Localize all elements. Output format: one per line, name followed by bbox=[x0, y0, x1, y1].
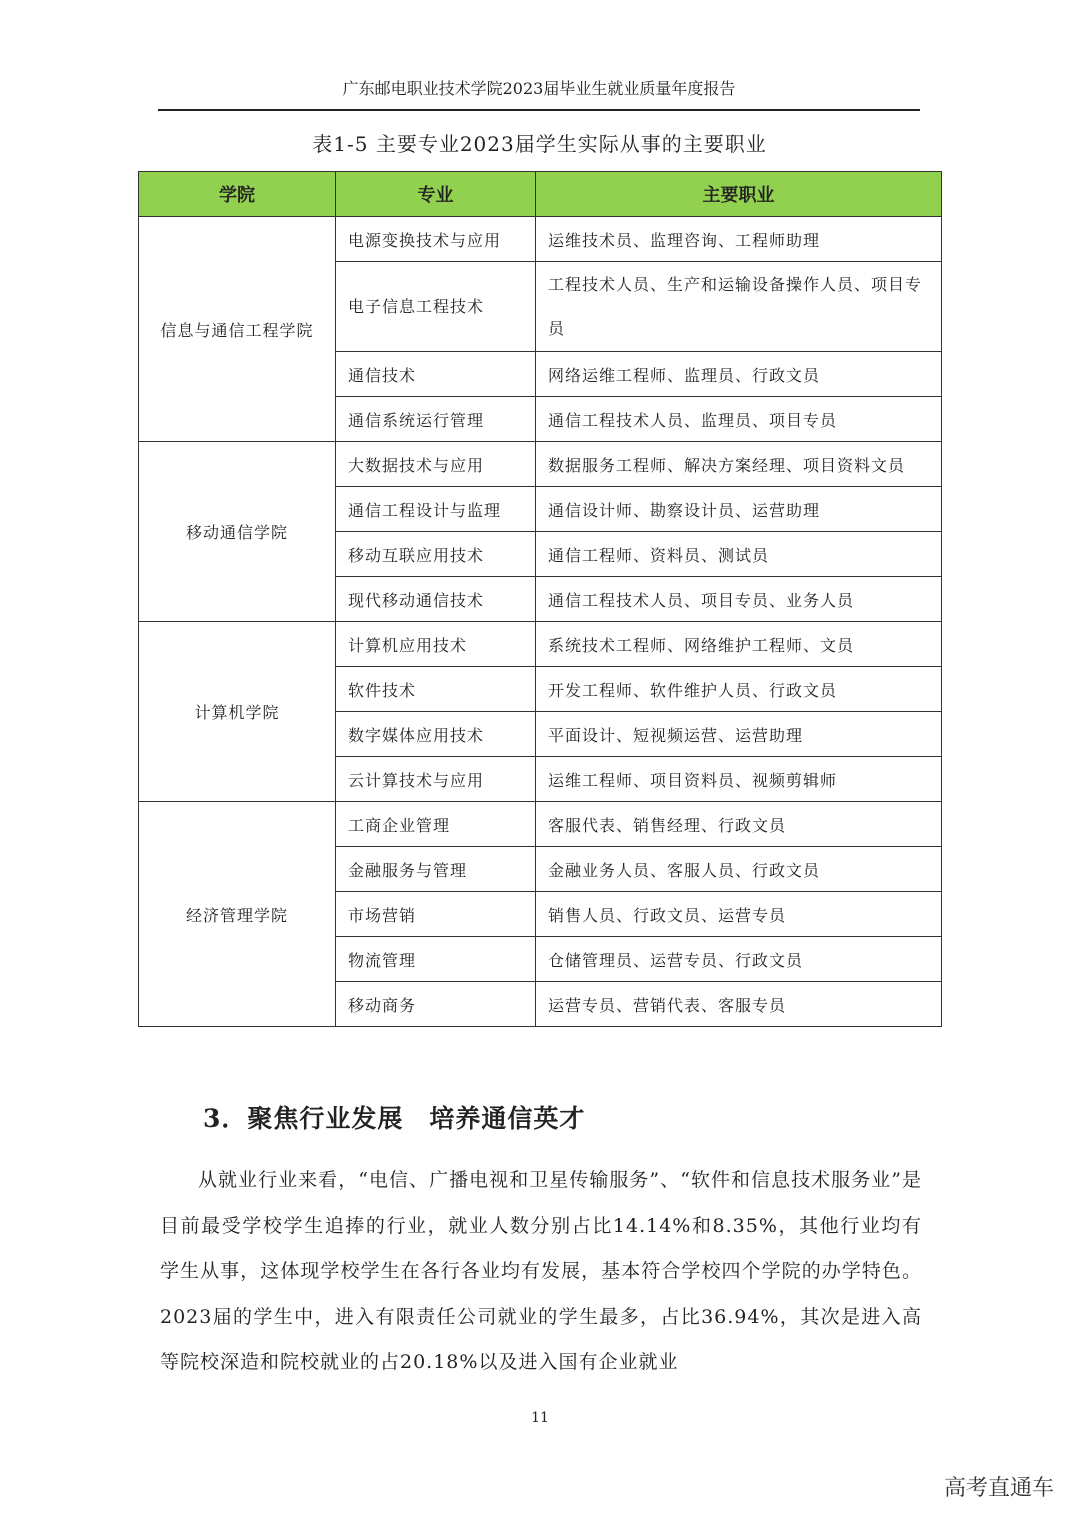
major-cell: 大数据技术与应用 bbox=[336, 442, 536, 487]
jobs-cell: 通信设计师、勘察设计员、运营助理 bbox=[536, 487, 942, 532]
jobs-cell: 系统技术工程师、网络维护工程师、文员 bbox=[536, 622, 942, 667]
running-header: 广东邮电职业技术学院2023届毕业生就业质量年度报告 bbox=[342, 79, 736, 98]
section-heading: 3．聚焦行业发展 培养通信英才 bbox=[203, 1104, 586, 1133]
major-cell: 通信技术 bbox=[336, 352, 536, 397]
jobs-cell: 通信工程技术人员、项目专员、业务人员 bbox=[536, 577, 942, 622]
jobs-cell: 工程技术人员、生产和运输设备操作人员、项目专员 bbox=[536, 262, 942, 352]
body-paragraph: 从就业行业来看，“电信、广播电视和卫星传输服务”、“软件和信息技术服务业”是目前最受学校学生追捧的行业，就业人数分别占比14.14%和8.35%，其他行业均有学生从事，这体现学校学生在各行各业均有发展，基本符合学校四个学院的办学特色。2023届的学生中，进入有限责任公司就业的学生最多，占比36.94%，其次是进入高等院校深造和院校就业的占20.18%以及进入国有企业就业 bbox=[160, 1169, 922, 1374]
major-cell: 现代移动通信技术 bbox=[336, 577, 536, 622]
college-cell: 信息与通信工程学院 bbox=[139, 217, 336, 442]
college-cell: 计算机学院 bbox=[139, 622, 336, 802]
column-header-major: 专业 bbox=[336, 172, 536, 217]
table-row bbox=[139, 442, 942, 487]
major-cell: 数字媒体应用技术 bbox=[336, 712, 536, 757]
column-header-jobs: 主要职业 bbox=[536, 172, 942, 217]
jobs-cell: 仓储管理员、运营专员、行政文员 bbox=[536, 937, 942, 982]
jobs-cell: 通信工程技术人员、监理员、项目专员 bbox=[536, 397, 942, 442]
jobs-cell: 通信工程师、资料员、测试员 bbox=[536, 532, 942, 577]
jobs-cell: 金融业务人员、客服人员、行政文员 bbox=[536, 847, 942, 892]
jobs-cell: 开发工程师、软件维护人员、行政文员 bbox=[536, 667, 942, 712]
watermark: 高考直通车 bbox=[943, 1476, 1054, 1501]
jobs-cell: 运维工程师、项目资料员、视频剪辑师 bbox=[536, 757, 942, 802]
jobs-cell: 销售人员、行政文员、运营专员 bbox=[536, 892, 942, 937]
college-cell: 经济管理学院 bbox=[139, 802, 336, 1027]
major-cell: 电子信息工程技术 bbox=[336, 262, 536, 352]
table-caption: 表1-5 主要专业2023届学生实际从事的主要职业 bbox=[312, 132, 767, 156]
column-header-college: 学院 bbox=[139, 172, 336, 217]
jobs-cell: 平面设计、短视频运营、运营助理 bbox=[536, 712, 942, 757]
jobs-cell: 运维技术员、监理咨询、工程师助理 bbox=[536, 217, 942, 262]
jobs-cell: 数据服务工程师、解决方案经理、项目资料文员 bbox=[536, 442, 942, 487]
jobs-cell: 客服代表、销售经理、行政文员 bbox=[536, 802, 942, 847]
table-row bbox=[139, 802, 942, 847]
table-header-row bbox=[139, 172, 942, 217]
major-cell: 市场营销 bbox=[336, 892, 536, 937]
major-cell: 通信工程设计与监理 bbox=[336, 487, 536, 532]
major-cell: 计算机应用技术 bbox=[336, 622, 536, 667]
major-cell: 金融服务与管理 bbox=[336, 847, 536, 892]
jobs-table bbox=[138, 171, 942, 1027]
major-cell: 通信系统运行管理 bbox=[336, 397, 536, 442]
major-cell: 移动商务 bbox=[336, 982, 536, 1027]
major-cell: 工商企业管理 bbox=[336, 802, 536, 847]
major-cell: 物流管理 bbox=[336, 937, 536, 982]
header-rule bbox=[158, 109, 920, 111]
table-row bbox=[139, 622, 942, 667]
table-row bbox=[139, 217, 942, 262]
jobs-cell: 运营专员、营销代表、客服专员 bbox=[536, 982, 942, 1027]
major-cell: 软件技术 bbox=[336, 667, 536, 712]
jobs-cell: 网络运维工程师、监理员、行政文员 bbox=[536, 352, 942, 397]
major-cell: 云计算技术与应用 bbox=[336, 757, 536, 802]
major-cell: 移动互联应用技术 bbox=[336, 532, 536, 577]
page-number: 11 bbox=[531, 1410, 549, 1426]
major-cell: 电源变换技术与应用 bbox=[336, 217, 536, 262]
college-cell: 移动通信学院 bbox=[139, 442, 336, 622]
